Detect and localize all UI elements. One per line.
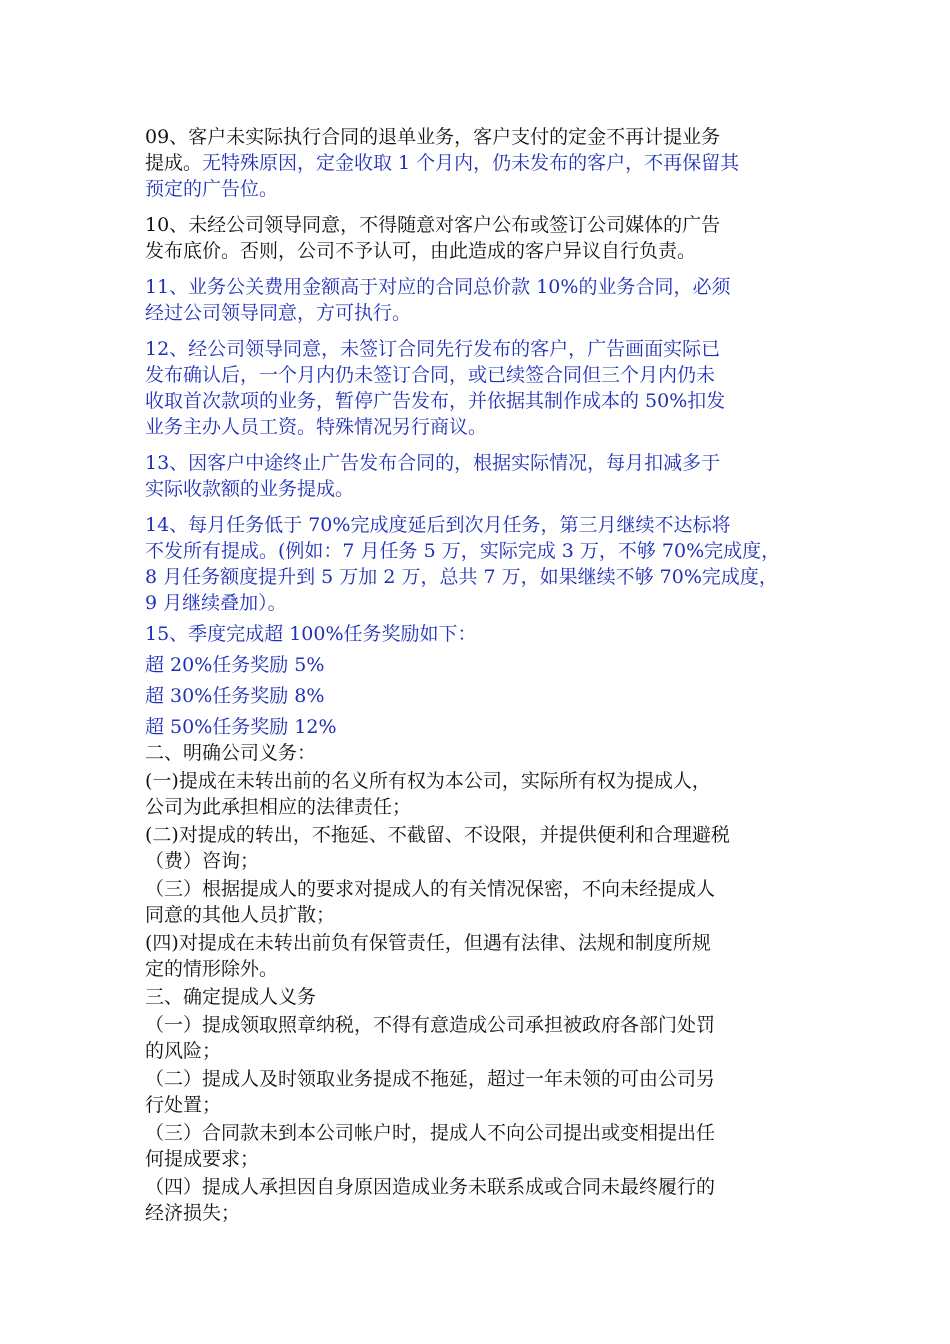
- item-10: 10、未经公司领导同意，不得随意对客户公布或签订公司媒体的广告 发布底价。否则，公司不予认可，由此造成的客户异议自行负责。: [145, 214, 721, 262]
- section-2-item-1: (一)提成在未转出前的名义所有权为本公司，实际所有权为提成人， 公司为此承担相应的法律责任；: [145, 770, 711, 818]
- item-12: 12、经公司领导同意，未签订合同先行发布的客户，广告画面实际已 发布确认后，一个月内仍未签订合同，或已续签合同但三个月内仍未 收取首次款项的业务，暂停广告发布，并依据其制作成本的 50%扣发 业务主办人员工资。特殊情况另行商议。: [145, 338, 726, 438]
- section-3-title: 三、确定提成人义务: [145, 986, 317, 1008]
- item-11: 11、业务公关费用金额高于对应的合同总价款 10%的业务合同，必须 经过公司领导同意，方可执行。: [145, 276, 731, 324]
- section-3-item-3: （三）合同款未到本公司帐户时，提成人不向公司提出或变相提出任 何提成要求；: [145, 1122, 716, 1170]
- item-09-part1: 09、客户未实际执行合同的退单业务，客户支付的定金不再计提业务 提成。: [145, 126, 721, 174]
- section-3-item-4: （四）提成人承担因自身原因造成业务未联系成或合同未最终履行的 经济损失；: [145, 1176, 716, 1224]
- item-13: 13、因客户中途终止广告发布合同的，根据实际情况，每月扣减多于 实际收款额的业务提成。: [145, 452, 721, 500]
- section-2-title: 二、明确公司义务：: [145, 742, 317, 764]
- bonus-20: 超 20%任务奖励 5%: [145, 654, 325, 676]
- item-09-part2: 无特殊原因，定金收取 1 个月内，仍未发布的客户，不再保留其 预定的广告位。: [145, 152, 740, 200]
- item-15: 15、季度完成超 100%任务奖励如下：: [145, 623, 477, 645]
- bonus-50: 超 50%任务奖励 12%: [145, 716, 337, 738]
- item-09: [145, 124, 815, 202]
- bonus-30: 超 30%任务奖励 8%: [145, 685, 325, 707]
- section-2-item-4: (四)对提成在未转出前负有保管责任，但遇有法律、法规和制度所规 定的情形除外。: [145, 932, 711, 980]
- section-2-item-2: (二)对提成的转出，不拖延、不截留、不设限，并提供便利和合理避税 （费）咨询；: [145, 824, 730, 872]
- section-3-item-2: （二）提成人及时领取业务提成不拖延，超过一年未领的可由公司另 行处置；: [145, 1068, 716, 1116]
- section-2-item-3: （三）根据提成人的要求对提成人的有关情况保密，不向未经提成人 同意的其他人员扩散；: [145, 878, 716, 926]
- section-3-item-1: （一）提成领取照章纳税，不得有意造成公司承担被政府各部门处罚 的风险；: [145, 1014, 716, 1062]
- item-14: 14、每月任务低于 70%完成度延后到次月任务，第三月继续不达标将 不发所有提成。(例如：7 月任务 5 万，实际完成 3 万，不够 70%完成度， 8 月任务额度提升到 5 万加 2 万，总共 7 万，如果继续不够 70%完成度， 9 月继续叠加）。: [145, 514, 781, 614]
- document-body: [145, 124, 815, 1226]
